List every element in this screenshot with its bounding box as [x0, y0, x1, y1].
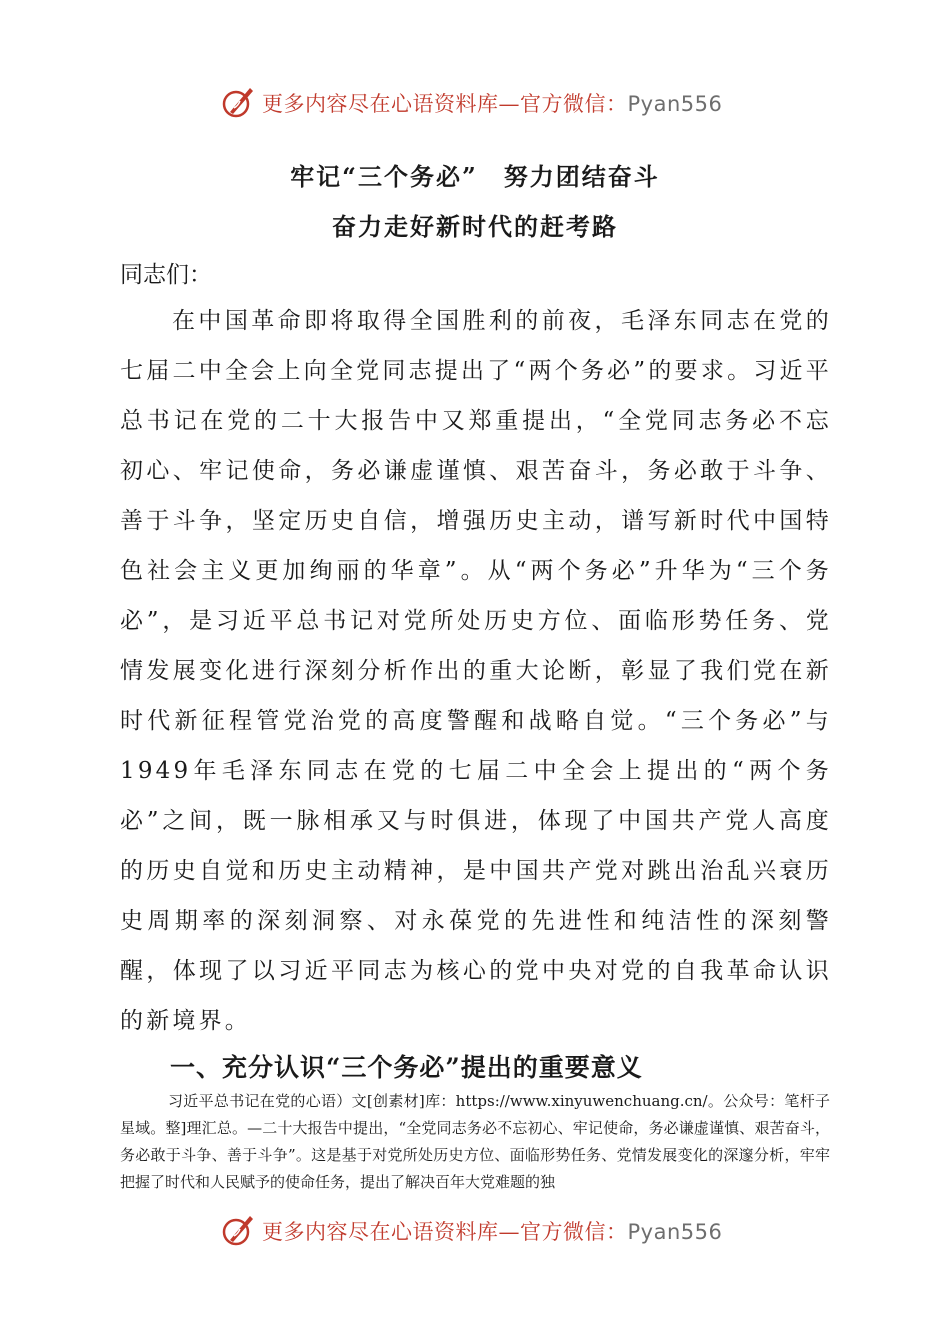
paragraph-1: 在中国革命即将取得全国胜利的前夜，毛泽东同志在党的七届二中全会上向全党同志提出了“两个务必”的要求。习近平总书记在党的二十大报告中又郑重提出，“全党同志务必不忘初心、牢记使命，务必谦虚谨慎、艰苦奋斗，务必敢于斗争、善于斗争，坚定历史自信，增强历史主动，谱写新时代中国特色社会主义更加绚丽的华章”。从“两个务必”升华为“三个务必”，是习近平总书记对党所处历史方位、面临形势任务、党情发展变化进行深刻分析作出的重大论断，彰显了我们党在新时代新征程管党治党的高度警醒和战略自觉。“三个务必”与1949年毛泽东同志在党的七届二中全会上提出的“两个务必”之间，既一脉相承又与时俱进，体现了中国共产党人高度的历史自觉和历史主动精神，是中国共产党对跳出治乱兴衰历史周期率的深刻洞察、对永葆党的先进性和纯洁性的深刻警醒，体现了以习近平同志为核心的党中央对党的自我革命认识的新境界。 [120, 308, 832, 1034]
banner-text-red: 更多内容尽在心语资料库—官方微信： [262, 92, 628, 116]
banner-wechat-id: Pyan556 [627, 92, 723, 116]
title-line-1: 牢记“三个务必” 努力团结奋斗 [290, 162, 660, 191]
footer-banner [0, 1210, 950, 1250]
header-banner [0, 82, 950, 122]
banner-wechat-id: Pyan556 [627, 1220, 723, 1244]
banner-text [262, 1216, 722, 1246]
banner-text-red: 更多内容尽在心语资料库—官方微信： [262, 1220, 628, 1244]
section-1-heading: 一、充分认识“三个务必”提出的重要意义 [170, 1053, 643, 1082]
quill-pen-logo-icon [220, 84, 256, 120]
title-line-2: 奋力走好新时代的赶考路 [332, 212, 618, 241]
section-1-text: 习近平总书记在党的心语）文[创素材]库：https://www.xinyuwenchuang.cn/。公众号：笔杆子星域。整]理汇总。—二十大报告中提出，“全党同志务必不忘初心、牢记使命，务必谦虚谨慎、艰苦奋斗，务必敢于斗争、善于斗争”。这是基于对党所处历史方位、面临形势任务、党情发展变化的深邃分析，牢牢把握了时代和人民赋予的使命任务，提出了解决百年大党难题的独 [120, 1092, 830, 1191]
greeting: 同志们： [120, 262, 212, 288]
quill-pen-logo-icon [220, 1212, 256, 1248]
banner-text [262, 88, 722, 118]
